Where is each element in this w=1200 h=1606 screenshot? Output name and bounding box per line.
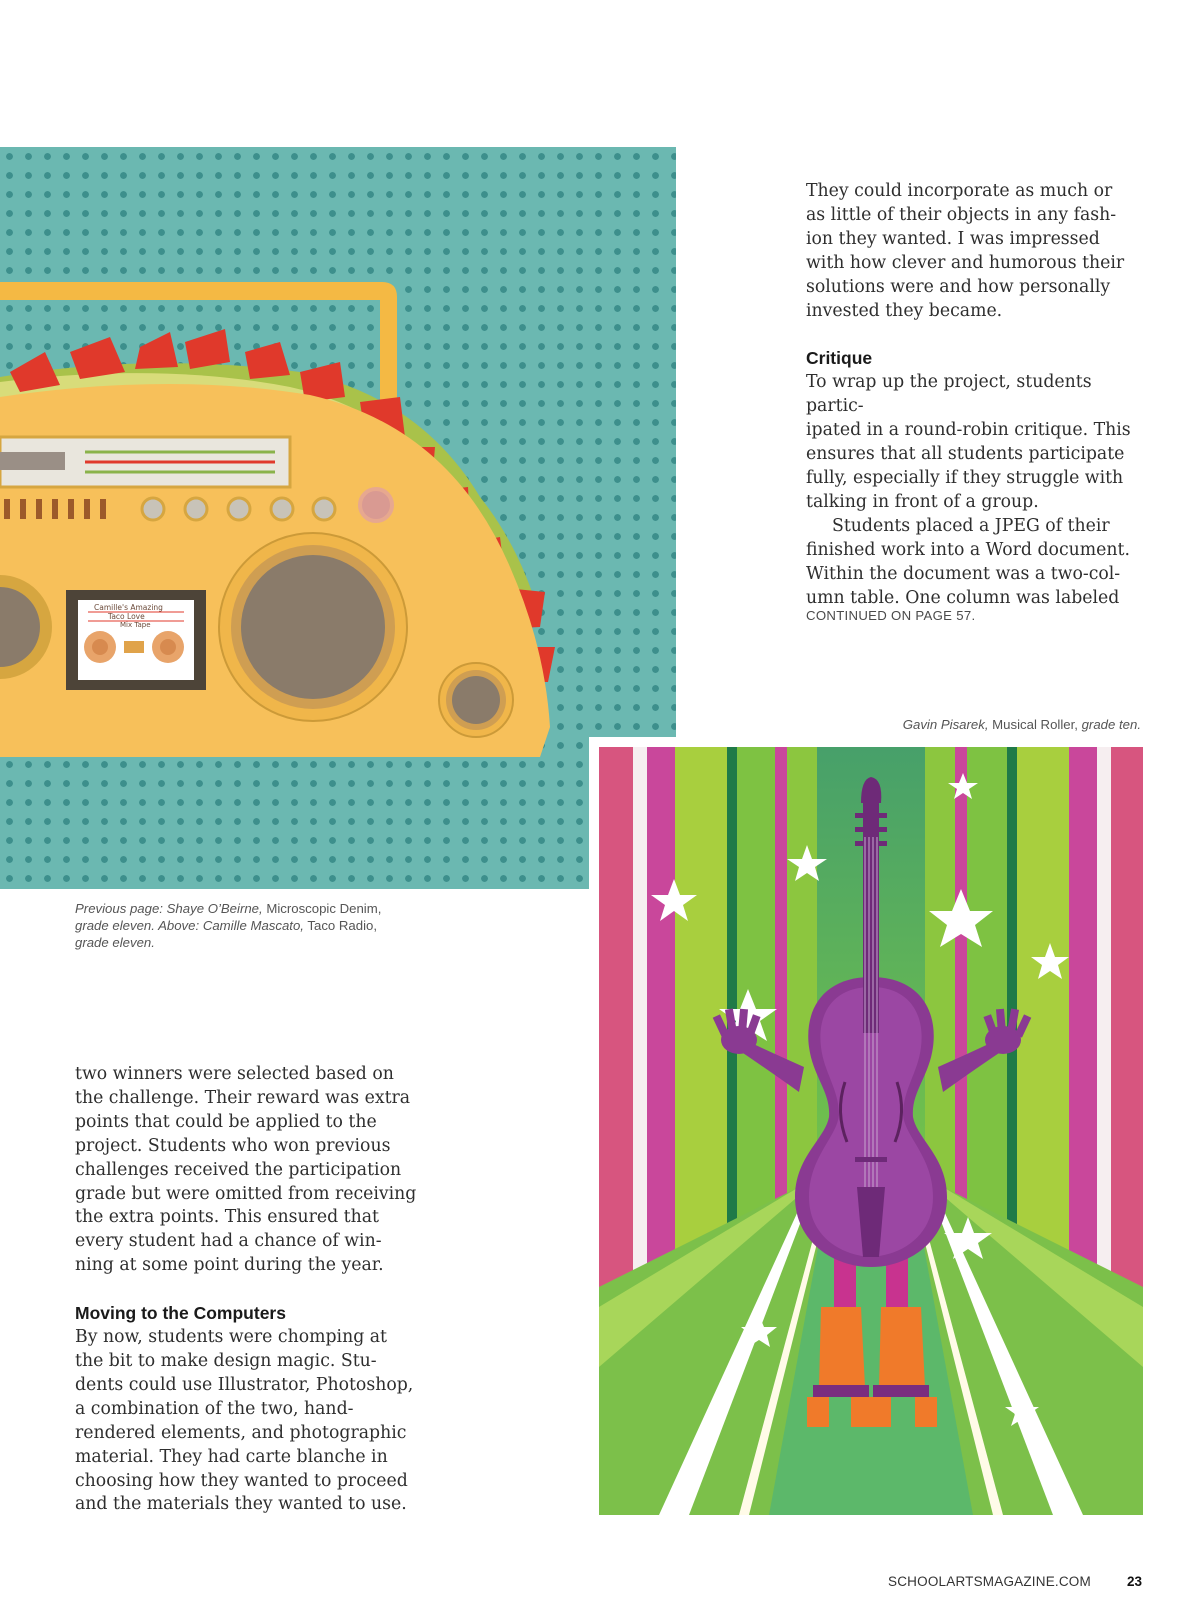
- critique-line: finished work into a Word document.: [806, 539, 1130, 560]
- body-line: grade but were omitted from receiving: [75, 1183, 417, 1204]
- cassette-label-line3: Mix Tape: [120, 621, 151, 629]
- power-knob: [360, 489, 392, 521]
- intro-line: with how clever and humorous their: [806, 252, 1125, 273]
- caption-grade: grade ten.: [1077, 717, 1141, 732]
- body-line: points that could be applied to the: [75, 1111, 377, 1132]
- body-line: the challenge. Their reward was extra: [75, 1087, 411, 1108]
- critique-line: To wrap up the project, students partic-: [806, 372, 1092, 417]
- footer-site[interactable]: SCHOOLARTSMAGAZINE.COM: [888, 1574, 1091, 1589]
- body-line: a combination of the two, hand-: [75, 1398, 354, 1419]
- critique-line: ensures that all students participate: [806, 444, 1125, 465]
- computers-heading: Moving to the Computers: [75, 1303, 286, 1324]
- body-line: and the materials they wanted to use.: [75, 1494, 407, 1515]
- critique-line: fully, especially if they struggle with: [806, 467, 1124, 488]
- display-readout: [0, 452, 65, 470]
- right-column: [806, 180, 1151, 610]
- caption-above-title: Taco Radio,: [303, 918, 378, 933]
- body-line: the bit to make design magic. Stu-: [75, 1350, 377, 1371]
- taco-radio-artwork: [0, 147, 676, 889]
- intro-line: solutions were and how personally: [806, 276, 1111, 297]
- body-line: dents could use Illustrator, Photoshop,: [75, 1374, 414, 1395]
- intro-line: as little of their objects in any fash-: [806, 204, 1117, 225]
- body-line: two winners were selected based on: [75, 1064, 394, 1084]
- critique-line: talking in front of a group.: [806, 491, 1039, 512]
- intro-line: invested they became.: [806, 300, 1003, 321]
- intro-line: They could incorporate as much or: [806, 181, 1113, 201]
- continued-notice: CONTINUED ON PAGE 57.: [806, 608, 976, 623]
- caption-artist: Gavin Pisarek,: [902, 717, 989, 732]
- body-line: ning at some point during the year.: [75, 1255, 384, 1276]
- cassette-label-line1: Camille's Amazing: [94, 603, 163, 612]
- page-footer: [888, 1574, 1142, 1589]
- body-line: choosing how they wanted to proceed: [75, 1470, 408, 1491]
- caption-above-grade: grade eleven.: [75, 935, 155, 950]
- critique-line: Within the document was a two-col-: [806, 563, 1121, 584]
- critique-heading: Critique: [806, 348, 873, 369]
- caption-title: Musical Roller,: [988, 717, 1078, 732]
- body-line: rendered elements, and photographic: [75, 1422, 407, 1443]
- body-line: the extra points. This ensured that: [75, 1207, 379, 1228]
- musical-roller-artwork: [599, 747, 1143, 1515]
- musical-roller-caption: [903, 716, 1141, 733]
- body-line: material. They had carte blanche in: [75, 1446, 388, 1467]
- body-line: challenges received the participation: [75, 1159, 402, 1180]
- taco-radio-illustration: [0, 147, 676, 889]
- page-number: 23: [1126, 1574, 1142, 1589]
- intro-line: ion they wanted. I was impressed: [806, 228, 1100, 249]
- left-column: [75, 1063, 420, 1517]
- body-line: By now, students were chomping at: [75, 1327, 388, 1348]
- caption-above-artist: Camille Mascato,: [202, 918, 304, 933]
- cassette-label-line2: Taco Love: [108, 612, 145, 621]
- critique-line: Students placed a JPEG of their: [832, 515, 1110, 536]
- caption-prev-title: Microscopic Denim,: [262, 901, 382, 916]
- body-line: every student had a chance of win-: [75, 1231, 382, 1252]
- musical-roller-illustration: [599, 747, 1143, 1515]
- caption-above-label: Above:: [154, 918, 203, 933]
- body-line: project. Students who won previous: [75, 1135, 391, 1156]
- caption-prev-artist: Shaye O’Beirne,: [166, 901, 263, 916]
- critique-line: umn table. One column was labeled: [806, 587, 1120, 608]
- taco-radio-caption: [75, 900, 415, 951]
- caption-prev-grade: grade eleven.: [75, 918, 155, 933]
- critique-line: ipated in a round-robin critique. This: [806, 420, 1131, 441]
- caption-prev-label: Previous page:: [75, 901, 167, 916]
